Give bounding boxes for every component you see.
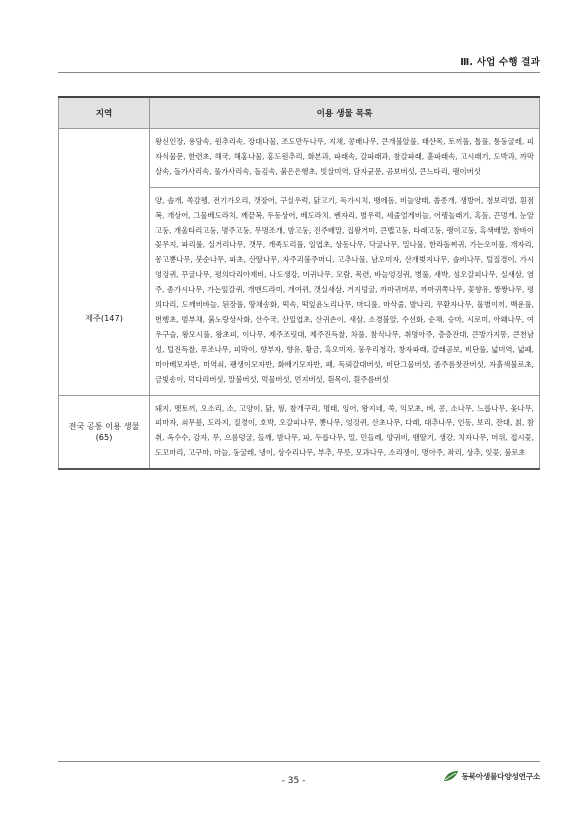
table-row bbox=[59, 395, 540, 469]
species-list-cell: 왕신인장, 용담속, 원추리속, 장대나물, 조도만두나무, 지채, 콩배나무, 큰개불알풀, 태산목, 토끼풀, 톱풀, 퉁둥굴레, 피자식물문, 한련초, 해국, 해홍나물, 홍도원추리, 화본과, 파래속, 갈파래과, 참갈파래, 홑파래속, 고시래기, 도박과, 까막살속, 돌가사리속, 풀가사리속, 돌김속, 붉은은행초, 빗살미역, 담자균문, 곰보버섯, 큰느타리, 팽이버섯 bbox=[150, 129, 540, 188]
species-list-cell: 돼지, 멧토끼, 오소리, 소, 고양이, 닭, 꿩, 참개구리, 명태, 잉어, 왕지네, 쑥, 익모초, 벼, 콩, 소나무, 느릅나무, 옻나무, 피마자, 쇠무릎, 도라지, 질경이, 호박, 오갈피나무, 뽕나무, 엉겅퀴, 산초나무, 다래, 대추나무, 인동, 보리, 잔대, 칡, 참취, 옥수수, 감자, 무, 으름덩굴, 들깨, 밤나무, 파, 두릅나무, 밀, 민들레, 양귀비, 뱀딸기, 생강, 치자나무, 머위, 접시꽃, 도꼬마리, 고구마, 마늘, 둥굴레, 냉이, 상수리나무, 부추, 무릇, 모과나무, 소리쟁이, 명아주, 좌리, 상추, 잇꽃, 불로초 bbox=[150, 395, 540, 469]
table-row bbox=[59, 129, 540, 188]
species-list-cell: 양, 솔개, 쏙감펭, 전기가오리, 갯장어, 구실우럭, 닭고기, 독가시치, 뱅에돔, 비늘양태, 쏠종개, 쟁방어, 청보리멸, 흰점복, 개상어, 그물베도라치, 께끝복, 두동상어, 베도라치, 벤자리, 별우럭, 세줄얼게비늘, 어렝놀래기, 혹돔, 끈멍게, 눈알고둥, 개울타리고둥, 명주고둥, 무명조개, 밤고둥, 진주배말, 집왕거미, 큰뱁고둥, 타래고둥, 팽이고둥, 흑색배말, 참바이꽃무지, 파리룰, 실거리나무, 갯무, 개족도리풀, 일엽초, 상동나무, 닥굴나무, 밀나물, 한라돌쩌귀, 가는오이풀, 개자리, 몽고뽕나무, 붓순나무, 파초, 산딸나무, 자주괴불주머니, 고추나물, 남오미자, 산개벚지나무, 솔비나무, 털질경이, 가시엉겅퀴, 꾸굴나무, 평의다리아재비, 나도생강, 머귀나무, 모람, 목련, 바늘엉겅퀴, 병풀, 새박, 섬오갈피나무, 실새삼, 염주, 좀가시나무, 가는잎갈퀴, 개맨드라미, 개여뀌, 갯실새삼, 거지덩굴, 까마귀머루, 까마귀쪽나무, 꽃향유, 짱짱나무, 평의다리, 도깨비바늘, 된장풀, 땅채송화, 떡속, 떡잎윤노리나무, 마디풀, 마삭줄, 발나리, 무환자나무, 물별이끼, 백운풀, 번행초, 범부채, 붉노랑상사화, 산수국, 산일엽초, 산귀손이, 새삼, 소경불알, 수선화, 순채, 승마, 시로미, 아왜나무, 여우구슬, 왕모시풀, 왕초피, 이나무, 제주조릿대, 제주진득찰, 차풀, 참식나무, 취명아주, 층층잔대, 큰방가지똥, 큰천남성, 털진득찰, 푸조나무, 피막이, 향부자, 향유, 황금, 흑오미자, 뭉우리청각, 창자파래, 갈래곰보, 비단풀, 넓미역, 넓패, 미아베모자반, 미역쇠, 괭생이모자반, 화배기모자반, 패, 독뢰갈대버섯, 비단그물버섯, 좀주름찻잔버섯, 자흙색불로초, 금빛송이, 덕다리버섯, 말불버섯, 먹물버섯, 먼지버섯, 흰목이, 흰주름버섯 bbox=[150, 187, 540, 395]
header-divider bbox=[58, 72, 540, 73]
region-cell bbox=[59, 129, 150, 188]
species-table bbox=[58, 96, 540, 470]
region-cell: 전국 공통 이용 생물(65) bbox=[59, 395, 150, 469]
column-header-species-list: 이용 생물 목록 bbox=[150, 97, 540, 129]
table-row bbox=[59, 187, 540, 395]
footer-divider bbox=[58, 761, 540, 762]
org-name: 동북아생물다양성연구소 bbox=[461, 771, 540, 781]
page-number: - 35 - bbox=[281, 776, 306, 786]
column-header-region: 지역 bbox=[59, 97, 150, 129]
section-title: Ⅲ. 사업 수행 결과 bbox=[460, 57, 540, 68]
org-logo bbox=[443, 770, 541, 782]
table-header-row bbox=[59, 97, 540, 129]
leaf-logo-icon bbox=[443, 770, 459, 782]
region-cell: 제주(147) bbox=[59, 187, 150, 395]
